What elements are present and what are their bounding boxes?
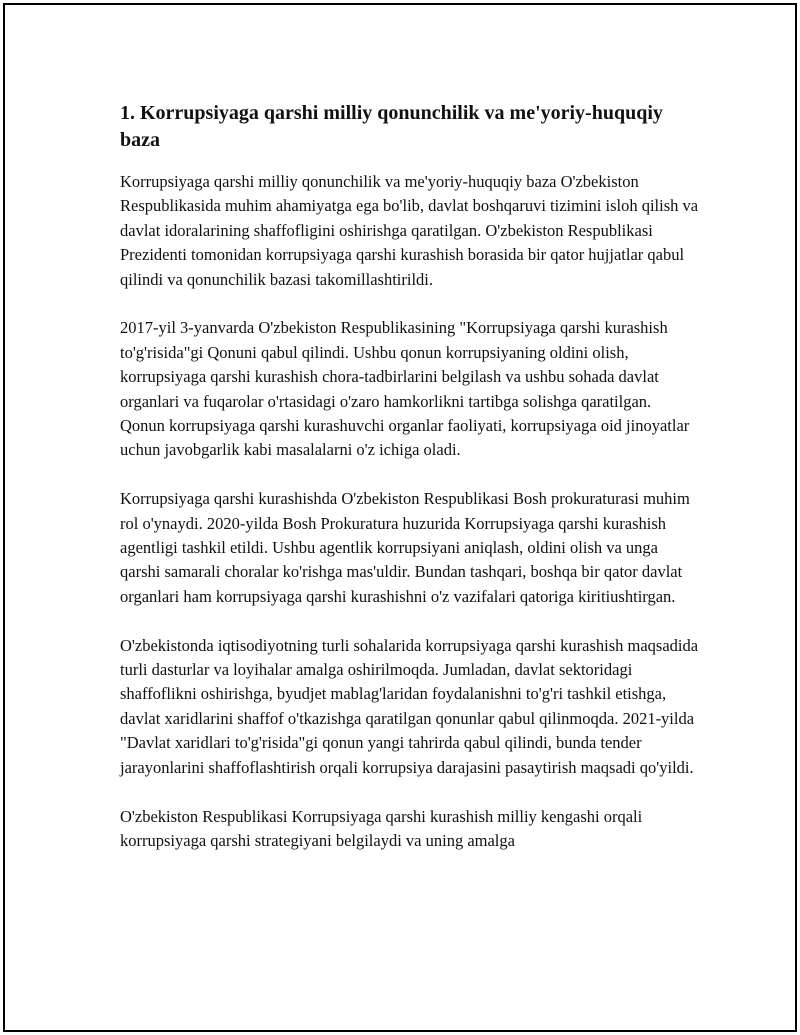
- document-body: [120, 100, 700, 878]
- paragraph-economic-programs: O'zbekistonda iqtisodiyotning turli sohalarida korrupsiyaga qarshi kurashish maqsadida turli dasturlar va loyihalar amalga oshirilmoqda. Jumladan, davlat sektoridagi shaffoflikni oshirishga, byudjet mablag'laridan foydalanishni to'g'ri tashkil etishga, davlat xaridlarini shaffof o'tkazishga qaratilgan qonunlar qabul qilinmoqda. 2021-yilda "Davlat xaridlari to'g'risida"gi qonun yangi tahrirda qabul qilindi, bunda tender jarayonlarini shaffoflashtirish orqali korrupsiya darajasini pasaytirish maqsadi qo'yildi.: [120, 635, 699, 777]
- paragraph-national-council: O'zbekiston Respublikasi Korrupsiyaga qarshi kurashish milliy kengashi orqali korrupsiyaga qarshi strategiyani belgilaydi va uning amalga: [120, 806, 643, 850]
- section-heading: 1. Korrupsiyaga qarshi milliy qonunchilik va me'yoriy-huquqiy baza: [120, 102, 663, 151]
- paragraph-anti-corruption-law: 2017-yil 3-yanvarda O'zbekiston Respublikasining "Korrupsiyaga qarshi kurashish to'g'risida"gi Qonuni qabul qilindi. Ushbu qonun korrupsiyaning oldini olish, korrupsiyaga qarshi kurashish chora-tadbirlarini belgilash va ushbu sohada davlat organlari va fuqarolar o'rtasidagi o'zaro hamkorlikni tartibga solishga qaratilgan. Qonun korrupsiyaga qarshi kurashuvchi organlar faoliyati, korrupsiyaga oid jinoyatlar uchun javobgarlik kabi masalalarni o'z ichiga oladi.: [120, 318, 690, 460]
- paragraph-prosecutor-office: Korrupsiyaga qarshi kurashishda O'zbekiston Respublikasi Bosh prokuraturasi muhim rol o'ynaydi. 2020-yilda Bosh Prokuratura huzurida Korrupsiyaga qarshi kurashish agentligi tashkil etildi. Ushbu agentlik korrupsiyani aniqlash, oldini olish va unga qarshi samarali choralar ko'rishga mas'uldir. Bundan tashqari, boshqa bir qator davlat organlari ham korrupsiyaga qarshi kurashishni o'z vazifalari qatoriga kiritiushtirgan.: [120, 489, 690, 606]
- document-page: [3, 3, 797, 1032]
- paragraph-legal-framework: Korrupsiyaga qarshi milliy qonunchilik va me'yoriy-huquqiy baza O'zbekiston Respublikasida muhim ahamiyatga ega bo'lib, davlat boshqaruvi tizimini isloh qilish va davlat idoralarining shaffofligini oshirishga qaratilgan. O'zbekiston Respublikasi Prezidenti tomonidan korrupsiyaga qarshi kurashish borasida bir qator hujjatlar qabul qilindi va qonunchilik bazasi takomillashtirildi.: [120, 172, 699, 289]
